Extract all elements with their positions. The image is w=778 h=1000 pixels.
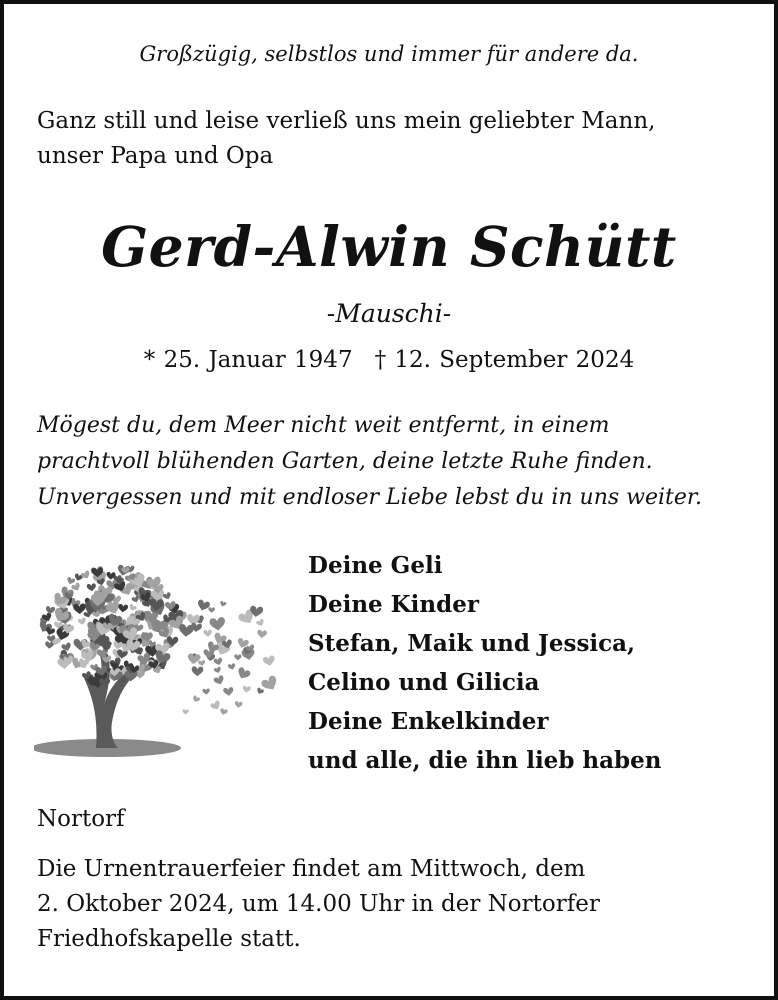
service-line: 2. Oktober 2024, um 14.00 Uhr in der Nortorfer [37,891,600,917]
life-dates [4,347,774,373]
service-line: Die Urnentrauerfeier findet am Mittwoch, dem [37,856,586,882]
heart-icon [242,685,251,693]
service-line: Friedhofskapelle statt. [37,926,301,952]
family-line: Celino und Gilicia [308,669,540,696]
family-line: Deine Geli [308,552,443,579]
heart-icon [118,604,129,613]
birth-date: * 25. Januar 1947 [143,347,353,373]
heart-icon [236,666,252,681]
heart-icon [257,630,267,639]
family-line: Deine Kinder [308,591,479,618]
heart-icon [263,655,276,667]
verse [37,408,702,516]
deceased-name: Gerd-Alwin Schütt [101,214,677,279]
heart-icon [219,708,228,716]
family-line: Stefan, Maik und Jessica, [308,630,636,657]
heart-icon [66,577,76,586]
intro-line: Ganz still und leise verließ uns mein geliebter Mann, [37,108,656,134]
heart-icon [203,629,212,637]
drifting-hearts [178,599,280,716]
heart-icon [208,607,215,613]
motto: Großzügig, selbstlos und immer für andere da. [139,42,639,66]
heart-icon [192,695,201,704]
heart-icon [209,617,226,632]
heart-icon [256,618,266,627]
verse-line: Mögest du, dem Meer nicht weit entfernt, in einem [37,413,610,438]
heart-icon [219,601,226,608]
heart-icon [77,617,87,626]
heart-icon [202,688,210,695]
service-info [37,852,600,957]
heart-icon [196,599,211,612]
intro-line: unser Papa und Opa [37,143,274,169]
heart-tree-icon [34,560,284,760]
family-line: und alle, die ihn lieb haben [308,747,662,774]
heart-icon [128,603,137,612]
verse-line: Unvergessen und mit endloser Liebe lebst du in uns weiter. [37,485,702,510]
heart-icon [228,663,237,671]
heart-icon [234,701,243,709]
town: Nortorf [37,806,125,832]
heart-icon [256,687,265,695]
heart-icon [214,666,222,674]
death-date: † 12. September 2024 [374,347,635,373]
heart-icon [234,654,241,660]
heart-icon [198,660,206,667]
heart-icon [182,709,188,714]
heart-icon [223,687,234,697]
heart-icon [213,657,223,666]
nickname: -Mauschi- [326,299,452,328]
family-line: Deine Enkelkinder [308,708,549,735]
family-list [308,546,661,780]
heart-icon [86,583,96,592]
heart-icon [191,666,203,676]
heart-icon [80,570,91,581]
verse-line: prachtvoll blühenden Garten, deine letzte Ruhe finden. [37,449,653,474]
heart-icon [45,606,55,615]
heart-icon [210,700,222,712]
intro-text [37,104,655,174]
heart-icon [213,675,226,687]
tree-crown [37,564,188,689]
